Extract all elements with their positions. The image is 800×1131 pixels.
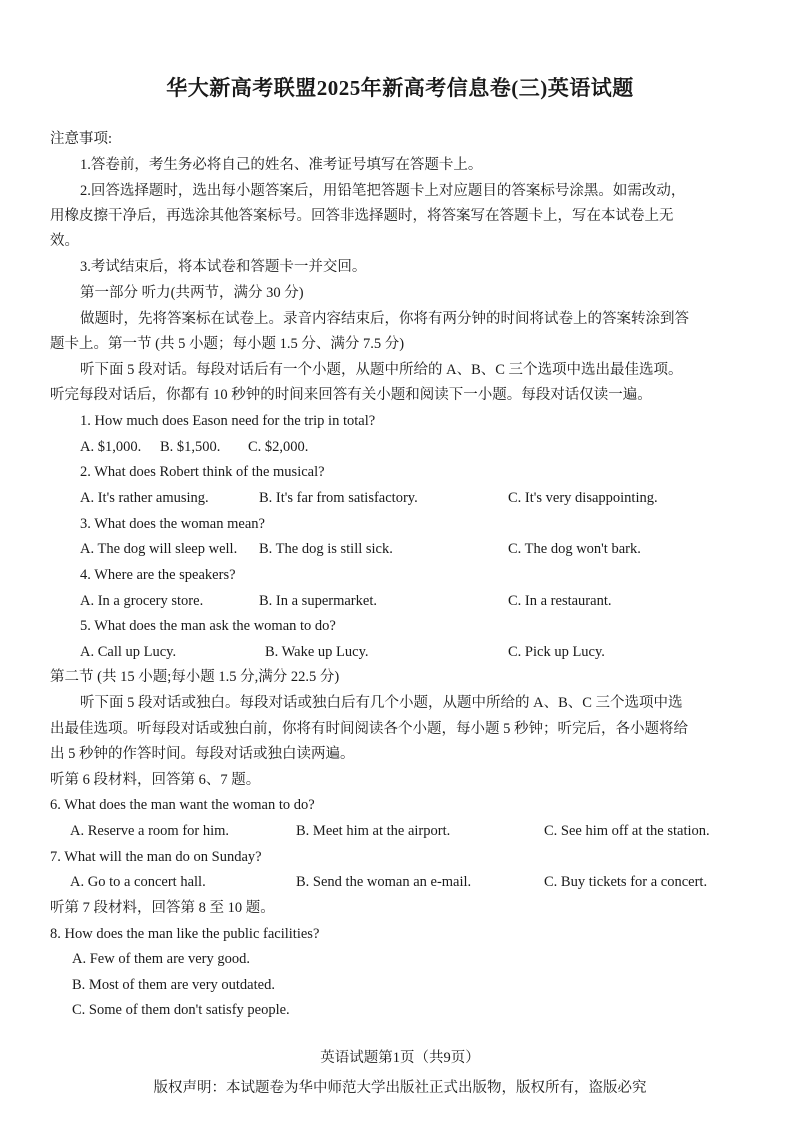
question-4-option-b: B. In a supermarket.: [259, 593, 377, 609]
question-6-option-a: A. Reserve a room for him.: [70, 823, 230, 839]
question-5-option-c: C. Pick up Lucy.: [508, 644, 605, 660]
question-5: 5. What does the man ask the woman to do?: [80, 618, 336, 634]
question-4-option-a: A. In a grocery store.: [80, 593, 204, 609]
section2-instruction-line-3: 出 5 秒钟的作答时间。每段对话或独白读两遍。: [50, 746, 355, 762]
question-8-option-c: C. Some of them don't satisfy people.: [72, 1002, 290, 1018]
question-1-option-c: C. $2,000.: [248, 439, 309, 455]
question-2: 2. What does Robert think of the musical?: [80, 464, 325, 480]
question-3-option-b: B. The dog is still sick.: [259, 541, 393, 557]
question-3: 3. What does the woman mean?: [80, 516, 265, 532]
question-2-option-c: C. It's very disappointing.: [508, 490, 658, 506]
question-1: 1. How much does Eason need for the trip in total?: [80, 413, 376, 429]
question-7-option-a: A. Go to a concert hall.: [70, 874, 206, 890]
question-3-option-a: A. The dog will sleep well.: [80, 541, 238, 557]
part1-heading: 第一部分 听力(共两节，满分 30 分): [80, 285, 304, 301]
section1-instruction-line-1: 听下面 5 段对话。每段对话后有一个小题，从题中所给的 A、B、C 三个选项中选出最佳选项。: [80, 362, 683, 378]
notice-item-2-line-2: 用橡皮擦干净后，再选涂其他答案标号。回答非选择题时，将答案写在答题卡上，写在本试卷上无: [50, 208, 674, 224]
question-6-option-c: C. See him off at the station.: [544, 823, 710, 839]
notice-item-2-line-1: 2.回答选择题时，选出每小题答案后，用铅笔把答题卡上对应题目的答案标号涂黑。如需改动，: [80, 183, 686, 199]
question-7: 7. What will the man do on Sunday?: [50, 849, 262, 865]
question-5-option-b: B. Wake up Lucy.: [265, 644, 369, 660]
question-4: 4. Where are the speakers?: [80, 567, 236, 583]
part1-instruction-line-2: 题卡上。第一节 (共 5 小题；每小题 1.5 分、满分 7.5 分): [50, 336, 405, 352]
notice-heading: 注意事项:: [50, 131, 113, 147]
question-7-option-b: B. Send the woman an e-mail.: [296, 874, 472, 890]
page-number: 英语试题第1页（共9页）: [320, 1050, 480, 1066]
notice-item-2-line-3: 效。: [50, 233, 79, 249]
section2-instruction-line-2: 出最佳选项。听每段对话或独白前，你将有时间阅读各个小题，每小题 5 秒钟；听完后，各小题将给: [50, 721, 688, 737]
question-7-option-c: C. Buy tickets for a concert.: [544, 874, 708, 890]
question-8-option-b: B. Most of them are very outdated.: [72, 977, 275, 993]
question-1-option-a: A. $1,000.: [80, 439, 142, 455]
question-1-option-b: B. $1,500.: [160, 439, 221, 455]
material-6-instruction: 听第 6 段材料，回答第 6、7 题。: [50, 772, 261, 788]
section1-instruction-line-2: 听完每段对话后，你都有 10 秒钟的时间来回答有关小题和阅读下一小题。每段对话仅读一遍。: [50, 387, 652, 403]
question-2-option-b: B. It's far from satisfactory.: [259, 490, 418, 506]
question-8: 8. How does the man like the public facilities?: [50, 926, 320, 942]
page-title: 华大新高考联盟2025年新高考信息卷(三)英语试题: [166, 76, 634, 100]
section2-instruction-line-1: 听下面 5 段对话或独白。每段对话或独白后有几个小题，从题中所给的 A、B、C 三个选项中选: [80, 695, 683, 711]
notice-item-3: 3.考试结束后，将本试卷和答题卡一并交回。: [80, 259, 367, 275]
question-3-option-c: C. The dog won't bark.: [508, 541, 641, 557]
question-2-option-a: A. It's rather amusing.: [80, 490, 209, 506]
section2-heading: 第二节 (共 15 小题;每小题 1.5 分,满分 22.5 分): [50, 669, 340, 685]
part1-instruction-line-1: 做题时，先将答案标在试卷上。录音内容结束后，你将有两分钟的时间将试卷上的答案转涂到答: [80, 311, 689, 327]
question-6: 6. What does the man want the woman to do?: [50, 797, 315, 813]
question-5-option-a: A. Call up Lucy.: [80, 644, 177, 660]
notice-item-1: 1.答卷前，考生务必将自己的姓名、准考证号填写在答题卡上。: [80, 157, 483, 173]
material-7-instruction: 听第 7 段材料，回答第 8 至 10 题。: [50, 900, 275, 916]
question-4-option-c: C. In a restaurant.: [508, 593, 612, 609]
copyright-notice: 版权声明：本试题卷为华中师范大学出版社正式出版物，版权所有，盗版必究: [153, 1080, 647, 1096]
question-6-option-b: B. Meet him at the airport.: [296, 823, 451, 839]
question-8-option-a: A. Few of them are very good.: [72, 951, 250, 967]
